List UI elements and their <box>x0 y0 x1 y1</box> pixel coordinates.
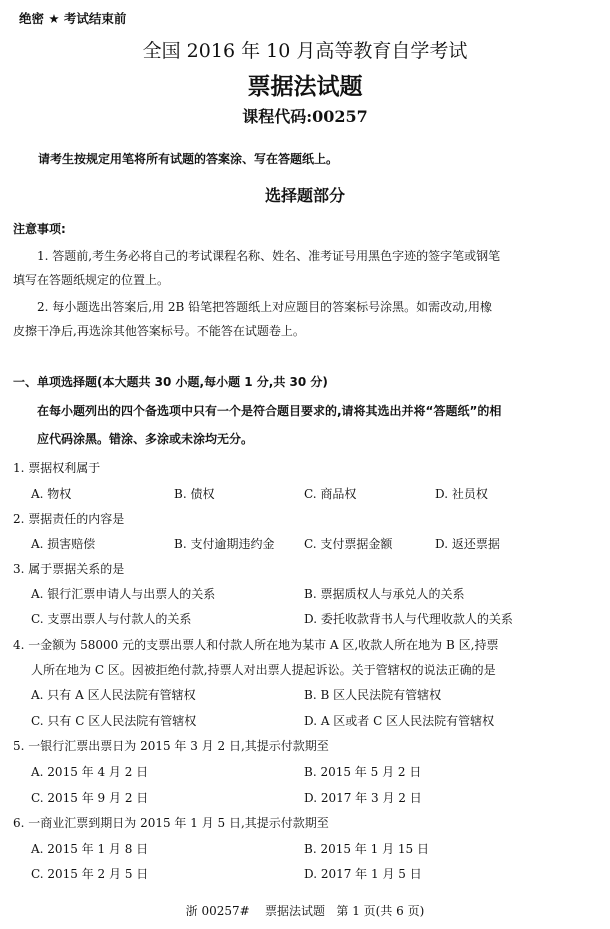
question-3-stem: 3. 属于票据关系的是 <box>13 562 125 576</box>
question-5-option-a: A. 2015 年 4 月 2 日 <box>31 765 149 779</box>
question-5-stem: 5. 一银行汇票出票日为 2015 年 3 月 2 日,其提示付款期至 <box>13 739 329 753</box>
question-1-option-d: D. 社员权 <box>435 487 488 501</box>
note-1-line-1: 1. 答题前,考生务必将自己的考试课程名称、姓名、准考证号用黑色字迹的签字笔或钢笔 <box>37 249 501 263</box>
question-3-option-c: C. 支票出票人与付款人的关系 <box>31 612 192 626</box>
question-1-stem: 1. 票据权利属于 <box>13 461 101 475</box>
question-3-option-b: B. 票据质权人与承兑人的关系 <box>304 587 465 601</box>
page-footer: 浙 00257# 票据法试题 第 1 页(共 6 页) <box>185 904 425 918</box>
confidential-mark: 绝密 ★ 考试结束前 <box>19 11 127 26</box>
subject-title: 票据法试题 <box>247 73 363 100</box>
question-4-option-a: A. 只有 A 区人民法院有管辖权 <box>31 688 196 702</box>
question-4-stem-line-2: 人所在地为 C 区。因被拒绝付款,持票人对出票人提起诉讼。关于管辖权的说法正确的是 <box>31 663 496 677</box>
question-1-option-b: B. 债权 <box>174 487 215 501</box>
question-4-option-c: C. 只有 C 区人民法院有管辖权 <box>31 714 197 728</box>
question-2-option-b: B. 支付逾期违约金 <box>174 537 275 551</box>
exam-title: 全国 2016 年 10 月高等教育自学考试 <box>142 40 468 62</box>
question-2-option-d: D. 返还票据 <box>435 537 500 551</box>
question-4-stem-line-1: 4. 一金额为 58000 元的支票出票人和付款人所在地为某市 A 区,收款人所在地为 B 区,持票 <box>13 638 499 652</box>
course-code: 课程代码:00257 <box>242 107 368 126</box>
question-3-option-a: A. 银行汇票申请人与出票人的关系 <box>31 587 216 601</box>
note-1-line-2: 填写在答题纸规定的位置上。 <box>13 273 170 287</box>
question-3-option-d: D. 委托收款背书人与代理收款人的关系 <box>304 612 513 626</box>
question-6-option-a: A. 2015 年 1 月 8 日 <box>31 842 149 856</box>
section-title: 选择题部分 <box>264 186 345 205</box>
question-1-option-a: A. 物权 <box>31 487 72 501</box>
answer-instruction: 请考生按规定用笔将所有试题的答案涂、写在答题纸上。 <box>38 152 339 166</box>
question-4-option-d: D. A 区或者 C 区人民法院有管辖权 <box>304 714 495 728</box>
part1-desc-line-1: 在每小题列出的四个备选项中只有一个是符合题目要求的,请将其选出并将“答题纸”的相 <box>37 404 502 418</box>
part1-heading: 一、单项选择题(本大题共 30 小题,每小题 1 分,共 30 分) <box>13 375 328 389</box>
question-2-stem: 2. 票据责任的内容是 <box>13 512 125 526</box>
question-5-option-d: D. 2017 年 3 月 2 日 <box>304 791 422 805</box>
question-1-option-c: C. 商品权 <box>304 487 357 501</box>
question-6-option-b: B. 2015 年 1 月 15 日 <box>304 842 429 856</box>
question-6-option-d: D. 2017 年 1 月 5 日 <box>304 867 422 881</box>
question-6-option-c: C. 2015 年 2 月 5 日 <box>31 867 149 881</box>
question-2-option-a: A. 损害赔偿 <box>31 537 96 551</box>
notes-heading: 注意事项: <box>13 222 66 236</box>
note-2-line-2: 皮擦干净后,再选涂其他答案标号。不能答在试题卷上。 <box>13 324 305 338</box>
question-4-option-b: B. B 区人民法院有管辖权 <box>304 688 442 702</box>
question-5-option-b: B. 2015 年 5 月 2 日 <box>304 765 422 779</box>
question-6-stem: 6. 一商业汇票到期日为 2015 年 1 月 5 日,其提示付款期至 <box>13 816 329 830</box>
question-2-option-c: C. 支付票据金额 <box>304 537 393 551</box>
question-5-option-c: C. 2015 年 9 月 2 日 <box>31 791 149 805</box>
note-2-line-1: 2. 每小题选出答案后,用 2B 铅笔把答题纸上对应题目的答案标号涂黑。如需改动,用橡 <box>37 300 492 314</box>
part1-desc-line-2: 应代码涂黑。错涂、多涂或未涂均无分。 <box>37 432 254 446</box>
